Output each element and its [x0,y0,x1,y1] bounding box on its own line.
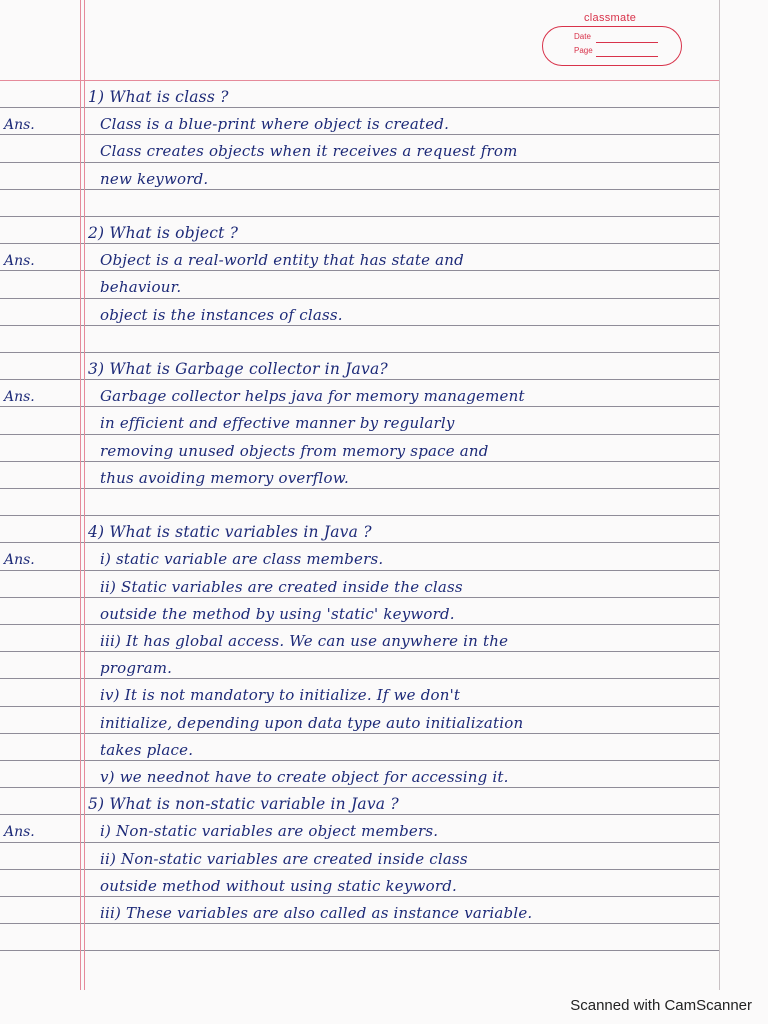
answer-line: i) static variable are class members. [100,550,384,568]
answer-line: initialize, depending upon data type auto initialization [100,714,524,732]
question-line: 5) What is non-static variable in Java ? [88,795,399,813]
answer-label: Ans. [4,552,35,568]
answer-line: object is the instances of class. [100,306,343,324]
answer-line: thus avoiding memory overflow. [100,469,350,487]
answer-line: v) we neednot have to create object for accessing it. [100,768,509,786]
answer-line: Garbage collector helps java for memory management [100,387,525,405]
classmate-stamp [540,12,688,70]
answer-label: Ans. [4,117,35,133]
stamp-page-line [596,56,658,57]
answer-line: Class creates objects when it receives a request from [100,142,518,160]
answer-line: program. [100,659,173,677]
question-line: 4) What is static variables in Java ? [88,523,372,541]
answer-line: new keyword. [100,170,209,188]
answer-label: Ans. [4,824,35,840]
margin-line-2 [84,0,85,990]
answer-line: in efficient and effective manner by regularly [100,414,455,432]
question-line: 3) What is Garbage collector in Java? [88,360,388,378]
scanner-watermark: Scanned with CamScanner [570,997,752,1014]
answer-line: Object is a real-world entity that has state and [100,251,464,269]
answer-line: outside method without using static keyword. [100,877,457,895]
answer-line: iii) It has global access. We can use anywhere in the [100,632,509,650]
answer-line: iii) These variables are also called as instance variable. [100,904,533,922]
answer-line: behaviour. [100,278,182,296]
answer-line: ii) Non-static variables are created inside class [100,850,468,868]
page-edge [719,0,720,990]
stamp-page-label: Page [574,46,593,55]
stamp-frame [542,26,682,66]
answer-line: ii) Static variables are created inside the class [100,578,463,596]
answer-label: Ans. [4,389,35,405]
stamp-brand: classmate [584,12,637,24]
answer-line: takes place. [100,741,194,759]
stamp-date-line [596,42,658,43]
margin-line [80,0,81,990]
answer-line: Class is a blue-print where object is created. [100,115,450,133]
question-line: 1) What is class ? [88,88,229,106]
answer-line: iv) It is not mandatory to initialize. If we don't [100,686,461,704]
answer-line: removing unused objects from memory space and [100,442,489,460]
answer-label: Ans. [4,253,35,269]
stamp-date-label: Date [574,32,591,41]
answer-line: outside the method by using 'static' keyword. [100,605,455,623]
question-line: 2) What is object ? [88,224,239,242]
answer-line: i) Non-static variables are object members. [100,822,439,840]
